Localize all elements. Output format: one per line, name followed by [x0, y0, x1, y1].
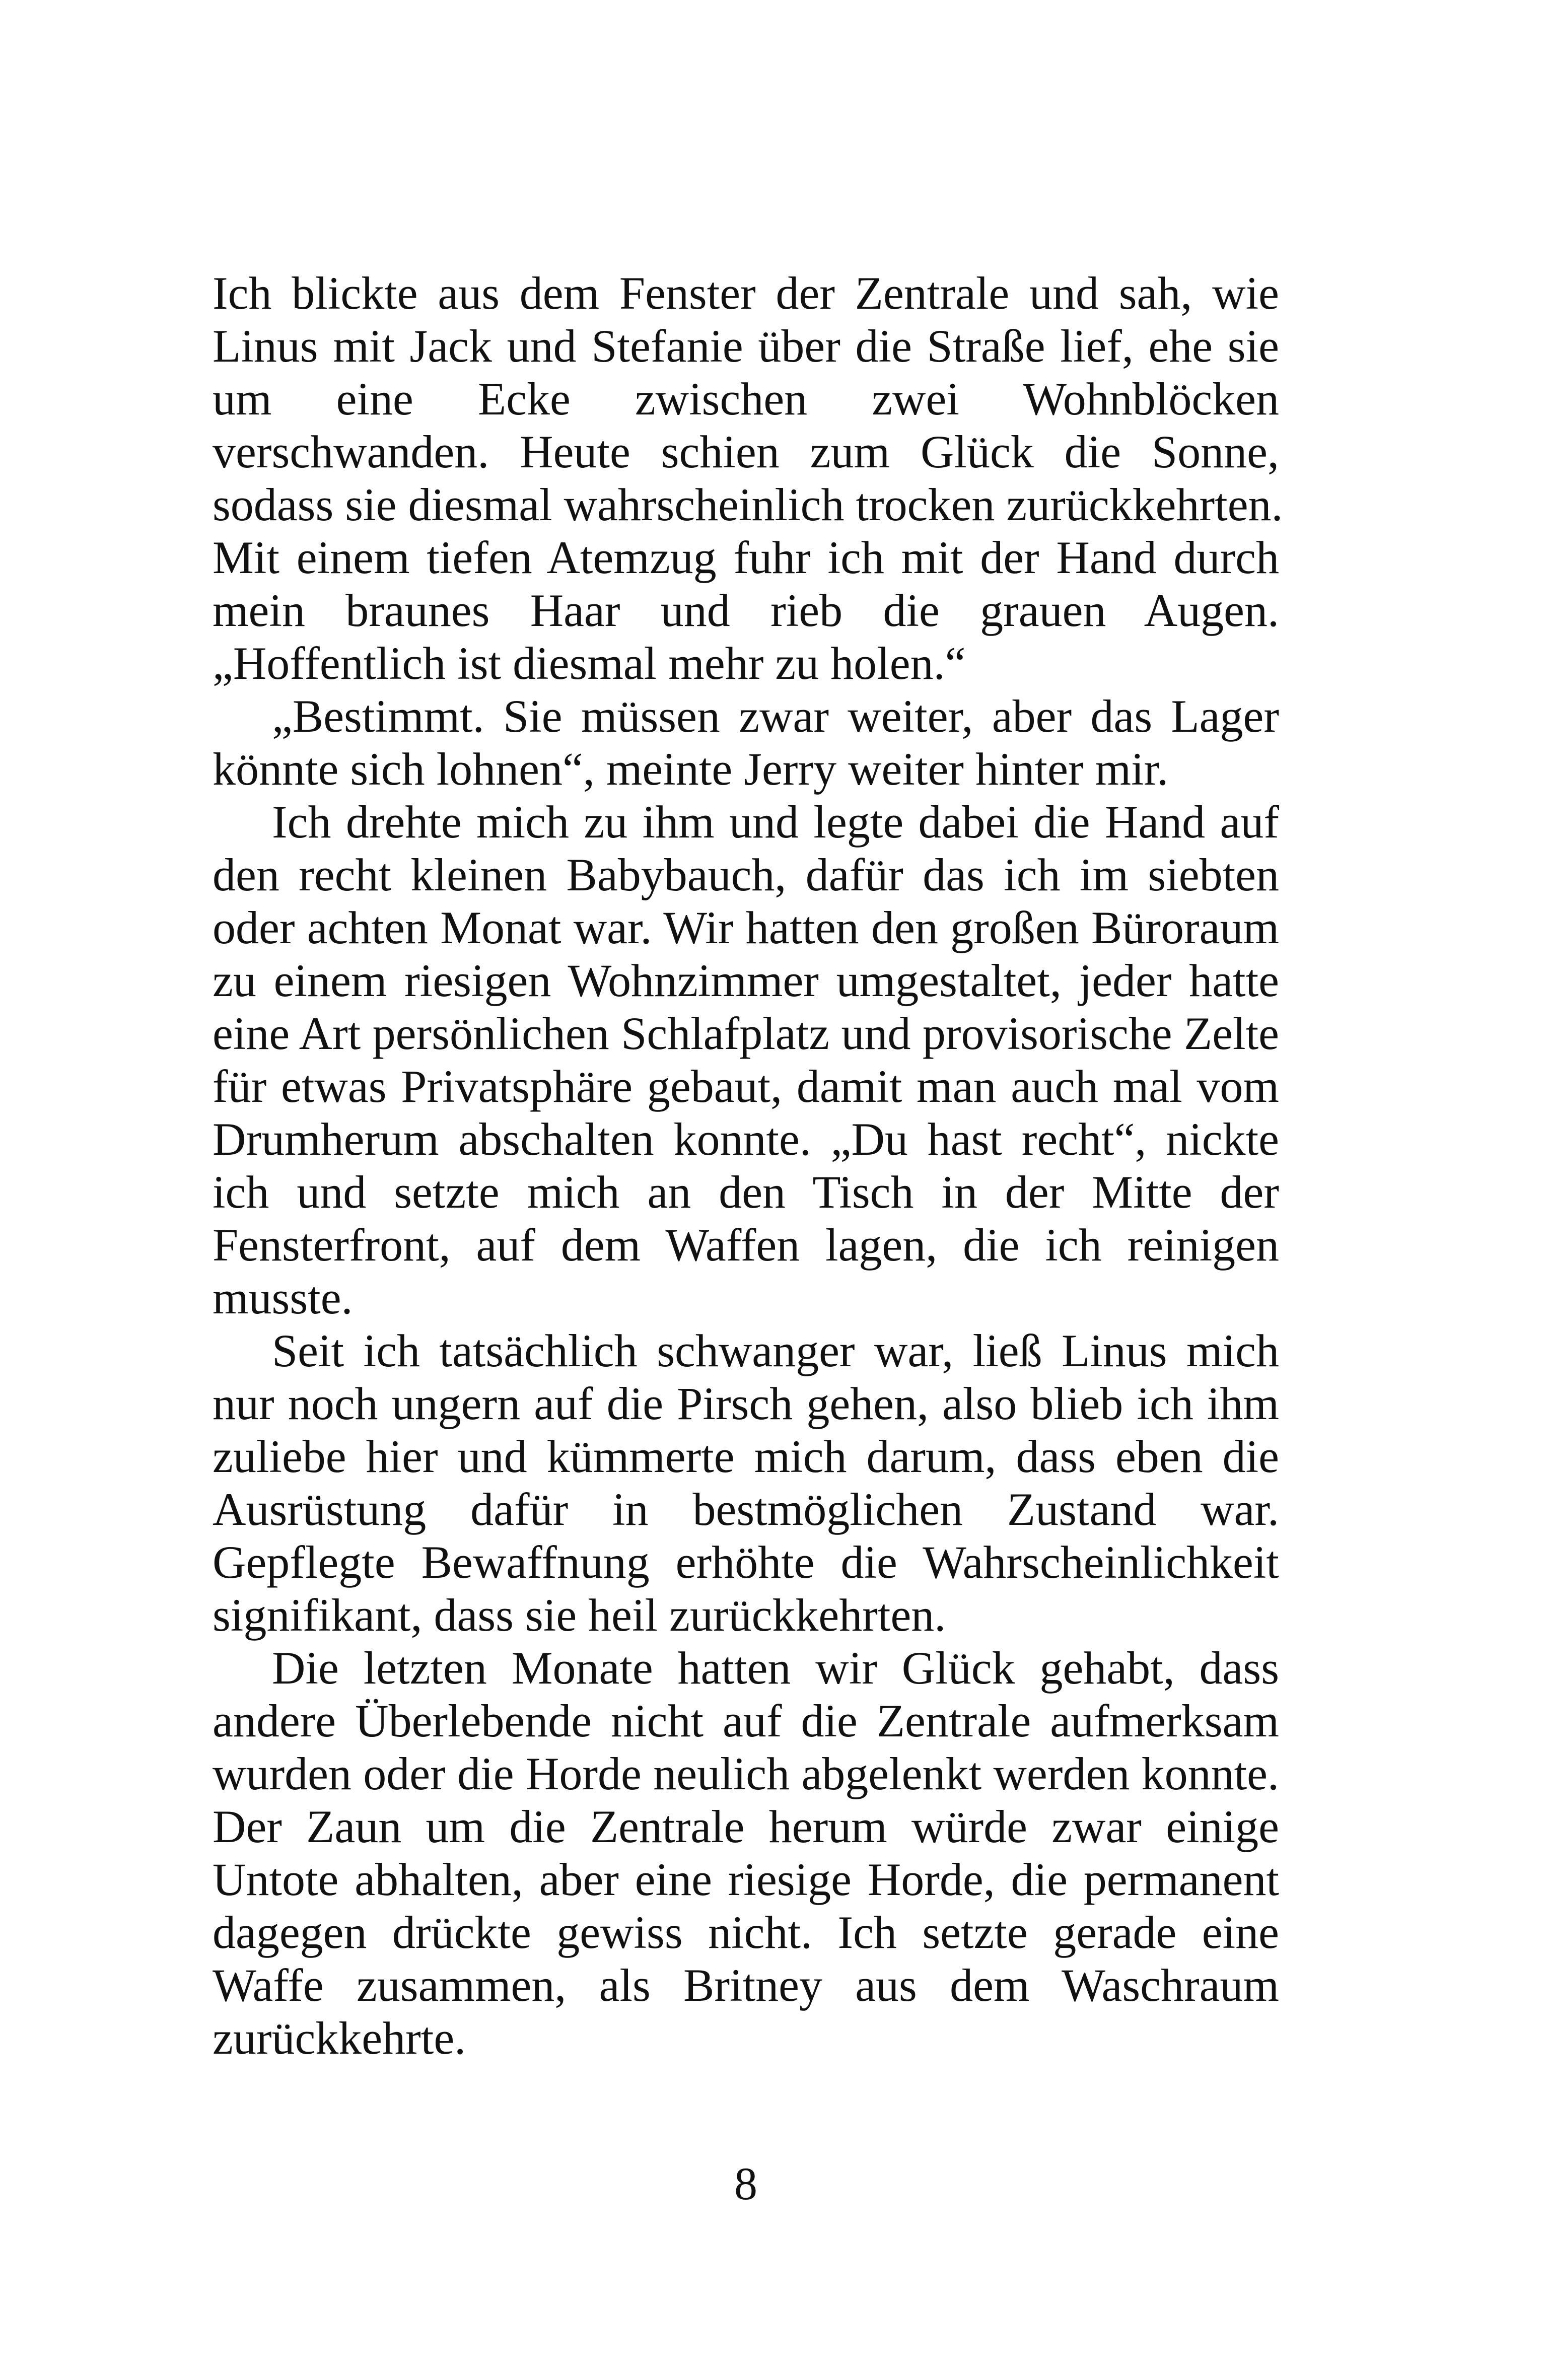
text-line: ich und setzte mich an den Tisch in der Mitte der — [213, 1166, 1279, 1218]
text-line: den recht kleinen Babybauch, dafür das ich im siebten — [213, 849, 1279, 900]
text-line: Der Zaun um die Zentrale herum würde zwar einige — [213, 1801, 1279, 1852]
text-line: Ich drehte mich zu ihm und legte dabei die Hand auf — [272, 796, 1279, 848]
body-text — [213, 267, 1283, 2065]
text-line: Seit ich tatsächlich schwanger war, ließ Linus mich — [272, 1325, 1279, 1376]
text-line: zuliebe hier und kümmerte mich darum, dass eben die — [213, 1431, 1279, 1482]
text-line: Mit einem tiefen Atemzug fuhr ich mit der Hand durch — [213, 532, 1279, 583]
text-line: eine Art persönlichen Schlafplatz und provisorische Zelte — [213, 1008, 1279, 1059]
text-line: musste. — [213, 1272, 353, 1323]
text-line: wurden oder die Horde neulich abgelenkt werden konnte. — [213, 1748, 1279, 1799]
text-line: „Bestimmt. Sie müssen zwar weiter, aber das Lager — [272, 690, 1279, 742]
text-line: Fensterfront, auf dem Waffen lagen, die ich reinigen — [213, 1219, 1279, 1271]
text-line: zu einem riesigen Wohnzimmer umgestaltet, jeder hatte — [213, 955, 1279, 1006]
text-line: dagegen drückte gewiss nicht. Ich setzte gerade eine — [213, 1907, 1279, 1958]
text-line: „Hoffentlich ist diesmal mehr zu holen.“ — [213, 638, 966, 689]
text-line: Untote abhalten, aber eine riesige Horde, die permanent — [213, 1854, 1279, 1905]
text-line: zurückkehrte. — [213, 2012, 466, 2064]
text-line: könnte sich lohnen“, meinte Jerry weiter hinter mir. — [213, 743, 1169, 795]
text-line: verschwanden. Heute schien zum Glück die Sonne, — [213, 426, 1279, 477]
text-line: Drumherum abschalten konnte. „Du hast recht“, nickte — [213, 1113, 1279, 1165]
text-line: sodass sie diesmal wahrscheinlich trocken zurückkehrten. — [213, 479, 1283, 530]
text-line: andere Überlebende nicht auf die Zentrale aufmerksam — [213, 1695, 1279, 1746]
text-line: Ich blickte aus dem Fenster der Zentrale und sah, wie — [213, 267, 1279, 319]
text-line: Die letzten Monate hatten wir Glück gehabt, dass — [272, 1642, 1279, 1694]
text-line: oder achten Monat war. Wir hatten den großen Büroraum — [213, 902, 1279, 953]
text-line: für etwas Privatsphäre gebaut, damit man auch mal vom — [213, 1061, 1279, 1112]
text-line: Ausrüstung dafür in bestmöglichen Zustand war. — [213, 1484, 1279, 1535]
page-number: 8 — [734, 2158, 757, 2209]
text-line: nur noch ungern auf die Pirsch gehen, also blieb ich ihm — [213, 1378, 1279, 1429]
text-line: Linus mit Jack und Stefanie über die Straße lief, ehe sie — [213, 320, 1279, 372]
text-line: Gepflegte Bewaffnung erhöhte die Wahrscheinlichkeit — [213, 1536, 1279, 1588]
text-line: Waffe zusammen, als Britney aus dem Waschraum — [213, 1959, 1279, 2011]
text-line: mein braunes Haar und rieb die grauen Augen. — [213, 585, 1279, 636]
text-line: um eine Ecke zwischen zwei Wohnblöcken — [213, 373, 1279, 425]
text-line: signifikant, dass sie heil zurückkehrten. — [213, 1589, 946, 1641]
